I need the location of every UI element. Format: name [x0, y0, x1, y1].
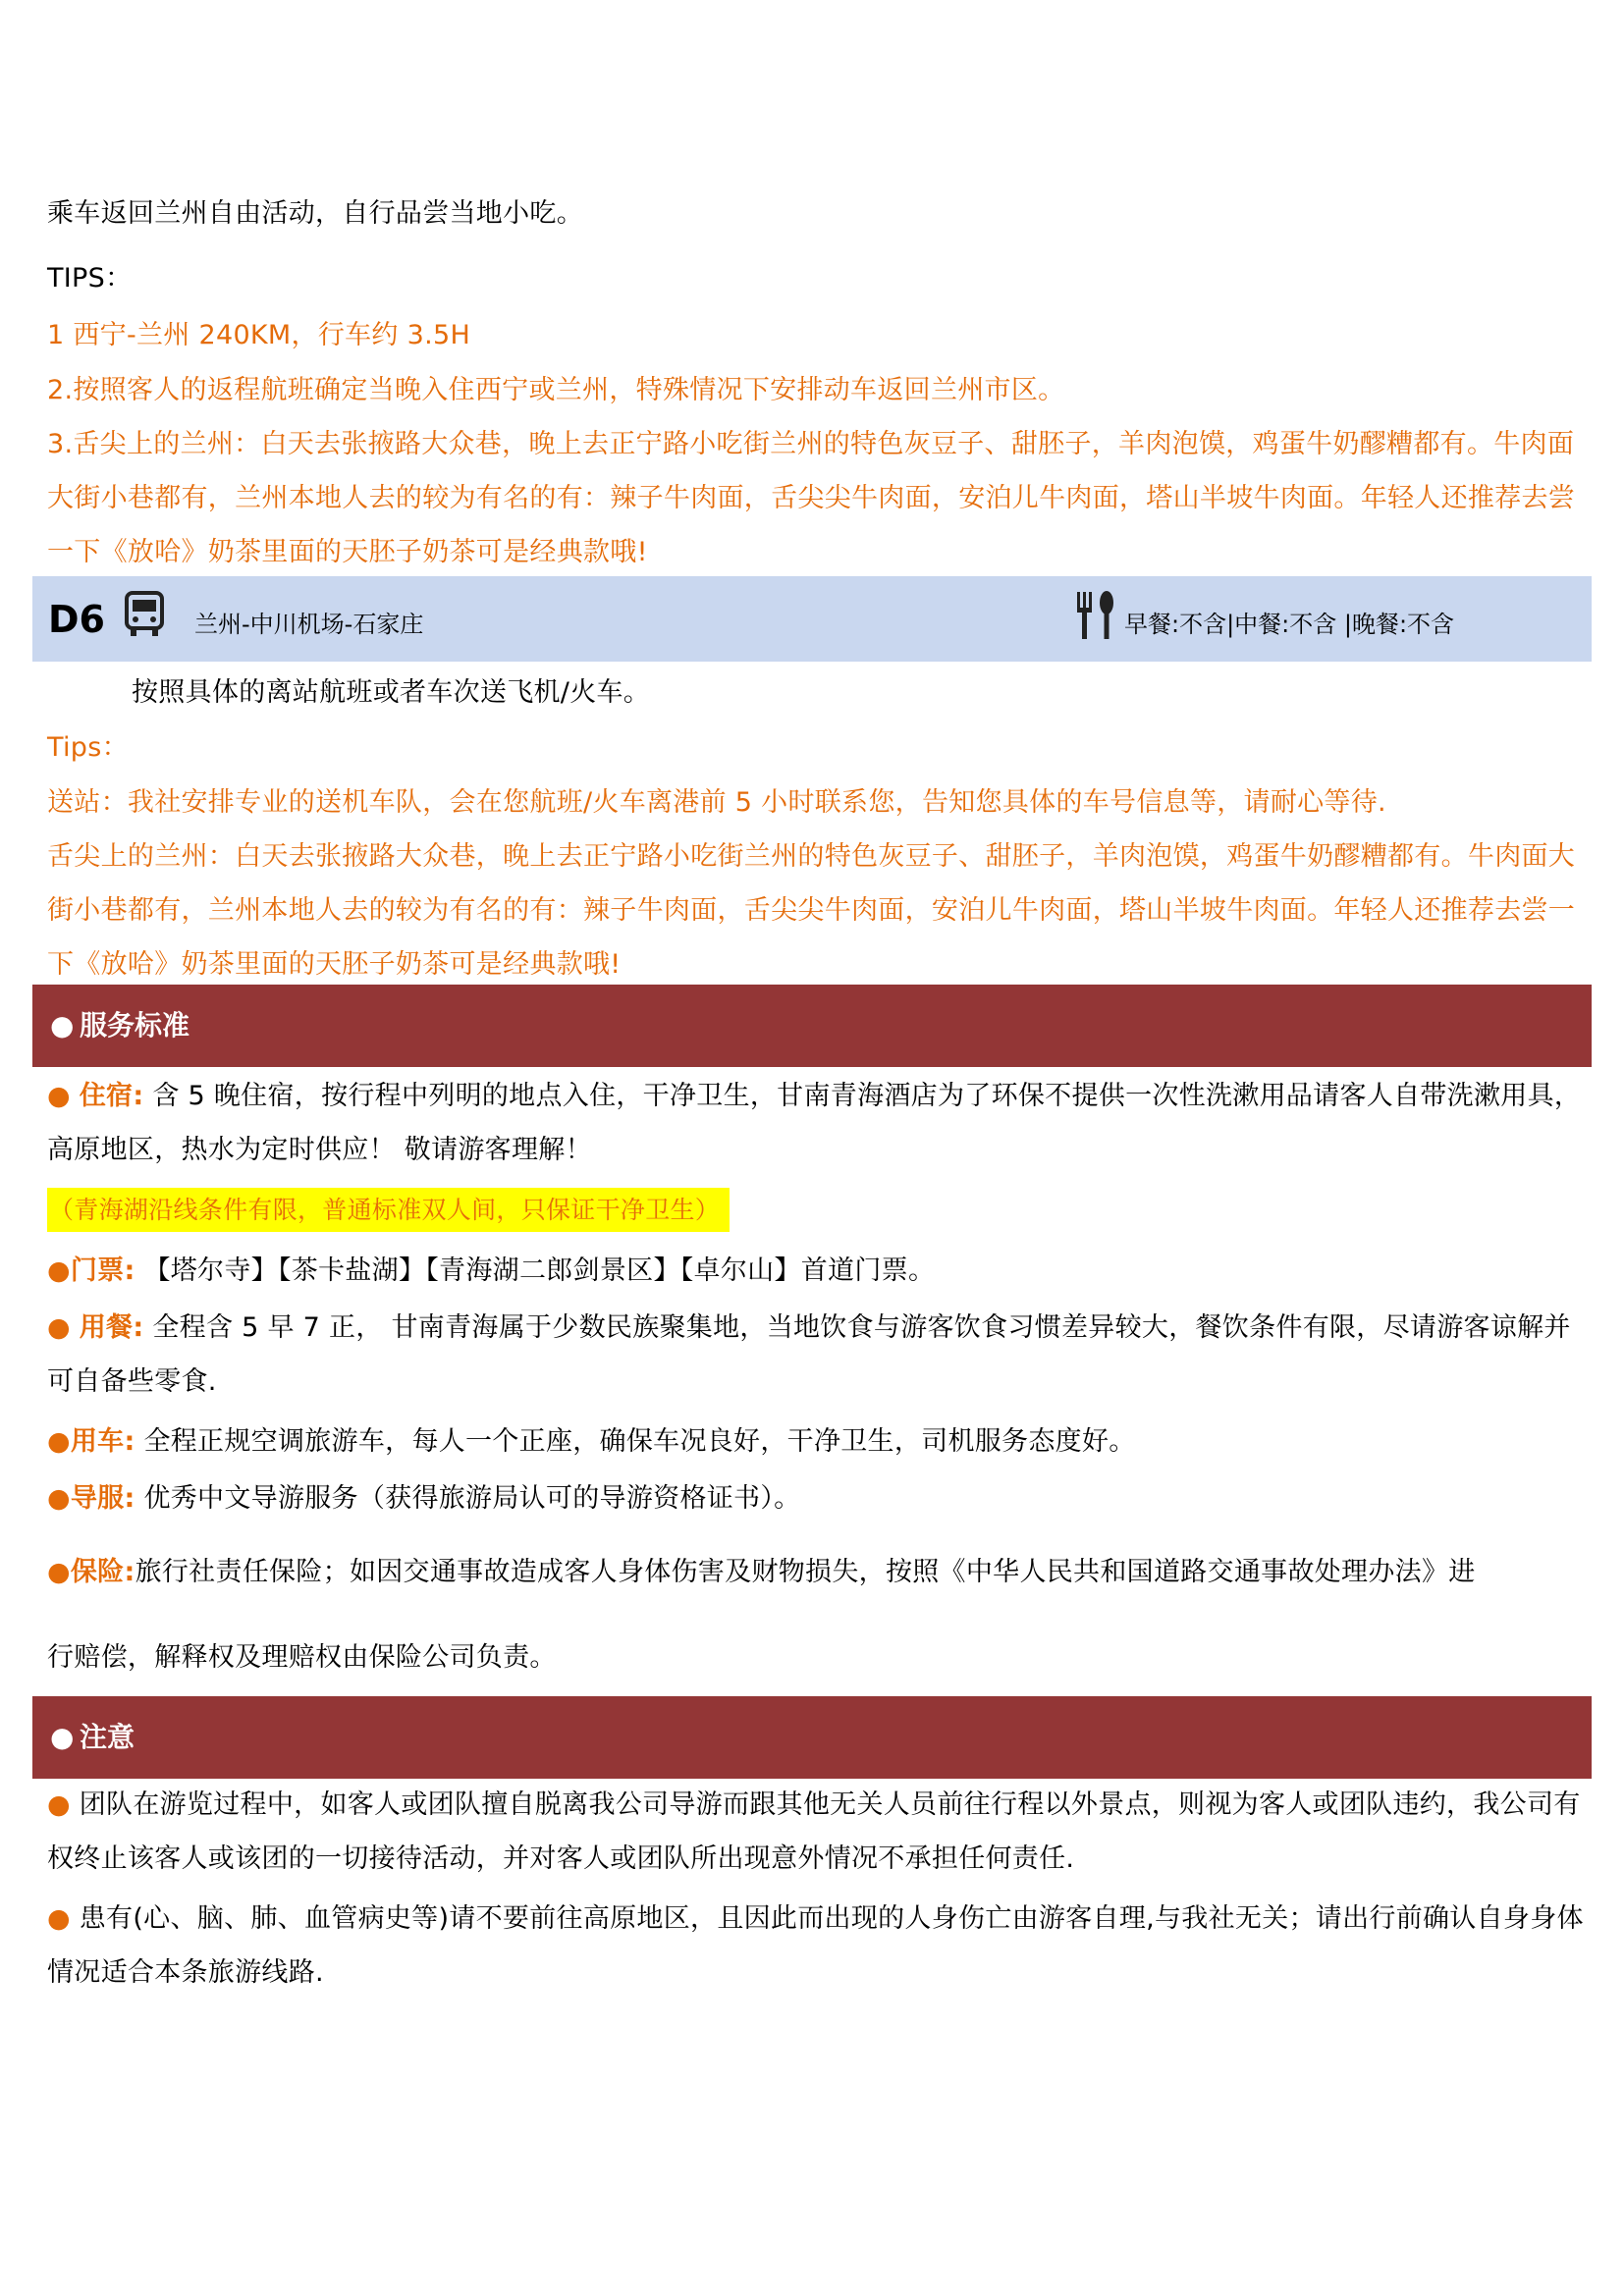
- insurance-text-cont: 行赔偿，解释权及理赔权由保险公司负责。: [47, 1642, 557, 1673]
- notice-text: 团队在游览过程中，如客人或团队擅自脱离我公司导游而跟其他无关人员前往行程以外景点，则视为客人或团队违约，我公司有权终止该客人或该团的一切接待活动，并对客人或团队所出现意外情况不承担任何责任.: [47, 1789, 1581, 1874]
- bullet-icon: ●: [50, 1721, 75, 1753]
- notice-text: 患有(心、脑、肺、血管病史等)请不要前往高原地区，且因此而出现的人身伤亡由游客自理,与我社无关；请出行前确认自身身体情况适合本条旅游线路.: [47, 1903, 1584, 1988]
- tip-2: 2.按照客人的返程航班确定当晚入住西宁或兰州，特殊情况下安排动车返回兰州市区。: [47, 375, 1065, 405]
- day-route: 兰州-中川机场-石家庄: [194, 611, 424, 638]
- bus-icon: [123, 591, 166, 638]
- day6-tip-food: 舌尖上的兰州：白天去张掖路大众巷，晚上去正宁路小吃街兰州的特色灰豆子、甜胚子，羊肉泡馍，鸡蛋牛奶醪糟都有。牛肉面大街小巷都有，兰州本地人去的较为有名的有：辣子牛肉面，舌尖尖牛肉面，安泊儿牛肉面，塔山半坡牛肉面。年轻人还推荐去尝一下《放哈》奶茶里面的天胚子奶茶可是经典款哦!: [47, 841, 1576, 980]
- section-title: 注意: [80, 1721, 135, 1753]
- section-title: 服务标准: [80, 1009, 190, 1041]
- day6-tips-label: Tips：: [47, 732, 129, 763]
- cutlery-icon: [1073, 588, 1118, 641]
- meals-item: ● 用餐: 全程含 5 早 7 正， 甘南青海属于少数民族聚集地，当地饮食与游客饮食习惯差异较大，餐饮条件有限，尽请游客谅解并可自备些零食.: [47, 1312, 1571, 1397]
- day6-header: [32, 576, 1592, 662]
- bullet-icon: ●: [50, 1009, 75, 1041]
- lodging-label: 住宿:: [79, 1081, 144, 1111]
- day-label: D6: [48, 598, 105, 641]
- tip-3: 3.舌尖上的兰州：白天去张掖路大众巷，晚上去正宁路小吃街兰州的特色灰豆子、甜胚子，羊肉泡馍，鸡蛋牛奶醪糟都有。牛肉面大街小巷都有，兰州本地人去的较为有名的有：辣子牛肉面，舌尖尖牛肉面，安泊儿牛肉面，塔山半坡牛肉面。年轻人还推荐去尝一下《放哈》奶茶里面的天胚子奶茶可是经典款哦!: [47, 429, 1576, 567]
- insurance-item: ●保险:旅行社责任保险；如因交通事故造成客人身体伤害及财物损失，按照《中华人民共和国道路交通事故处理办法》进: [47, 1557, 1476, 1587]
- vehicle-text: 全程正规空调旅游车，每人一个正座，确保车况良好，干净卫生，司机服务态度好。: [143, 1426, 1136, 1457]
- intro-line: 乘车返回兰州自由活动，自行品尝当地小吃。: [47, 198, 583, 229]
- lodging-note: （青海湖沿线条件有限，普通标准双人间，只保证干净卫生）: [47, 1188, 730, 1232]
- service-standard-header: [32, 985, 1592, 1067]
- lodging-item: ● 住宿: 含 5 晚住宿，按行程中列明的地点入住，干净卫生，甘南青海酒店为了环保不提供一次性洗漱用品请客人自带洗漱用具，高原地区，热水为定时供应！ 敬请游客理解！: [47, 1081, 1582, 1165]
- notice-item-1: ● 团队在游览过程中，如客人或团队擅自脱离我公司导游而跟其他无关人员前往行程以外景点，则视为客人或团队违约，我公司有权终止该客人或该团的一切接待活动，并对客人或团队所出现意外情况不承担任何责任.: [47, 1789, 1581, 1874]
- lodging-text: 含 5 晚住宿，按行程中列明的地点入住，干净卫生，甘南青海酒店为了环保不提供一次性洗漱用品请客人自带洗漱用具，高原地区，热水为定时供应！ 敬请游客理解！: [47, 1081, 1582, 1165]
- tickets-text: 【塔尔寺】【茶卡盐湖】【青海湖二郎剑景区】【卓尔山】首道门票。: [143, 1255, 936, 1286]
- insurance-text: 旅行社责任保险；如因交通事故造成客人身体伤害及财物损失，按照《中华人民共和国道路交通事故处理办法》进: [135, 1557, 1476, 1587]
- vehicle-item: ●用车: 全程正规空调旅游车，每人一个正座，确保车况良好，干净卫生，司机服务态度好。: [47, 1426, 1136, 1457]
- tickets-item: ●门票: 【塔尔寺】【茶卡盐湖】【青海湖二郎剑景区】【卓尔山】首道门票。: [47, 1255, 936, 1286]
- vehicle-label: 用车:: [70, 1426, 135, 1457]
- notice-item-2: ● 患有(心、脑、肺、血管病史等)请不要前往高原地区，且因此而出现的人身伤亡由游客自理,与我社无关；请出行前确认自身身体情况适合本条旅游线路.: [47, 1903, 1584, 1988]
- day6-tip-transfer: 送站：我社安排专业的送机车队，会在您航班/火车离港前 5 小时联系您，告知您具体的车号信息等，请耐心等待.: [47, 787, 1386, 818]
- tips-label: TIPS：: [47, 263, 133, 294]
- notice-header: [32, 1696, 1592, 1779]
- meals-label: 用餐:: [79, 1312, 144, 1343]
- guide-item: ●导服: 优秀中文导游服务（获得旅游局认可的导游资格证书）。: [47, 1483, 801, 1514]
- tickets-label: 门票:: [70, 1255, 135, 1286]
- guide-label: 导服:: [70, 1483, 135, 1514]
- guide-text: 优秀中文导游服务（获得旅游局认可的导游资格证书）。: [143, 1483, 801, 1514]
- insurance-label: 保险:: [70, 1557, 135, 1587]
- tip-1: 1 西宁-兰州 240KM，行车约 3.5H: [47, 320, 471, 350]
- day-meals: 早餐:不含|中餐:不含 |晚餐:不含: [1124, 611, 1455, 638]
- meals-text: 全程含 5 早 7 正， 甘南青海属于少数民族聚集地，当地饮食与游客饮食习惯差异较大，餐饮条件有限，尽请游客谅解并可自备些零食.: [47, 1312, 1571, 1397]
- transfer-text: 按照具体的离站航班或者车次送飞机/火车。: [132, 677, 651, 708]
- lodging-note-row: [47, 1183, 1589, 1237]
